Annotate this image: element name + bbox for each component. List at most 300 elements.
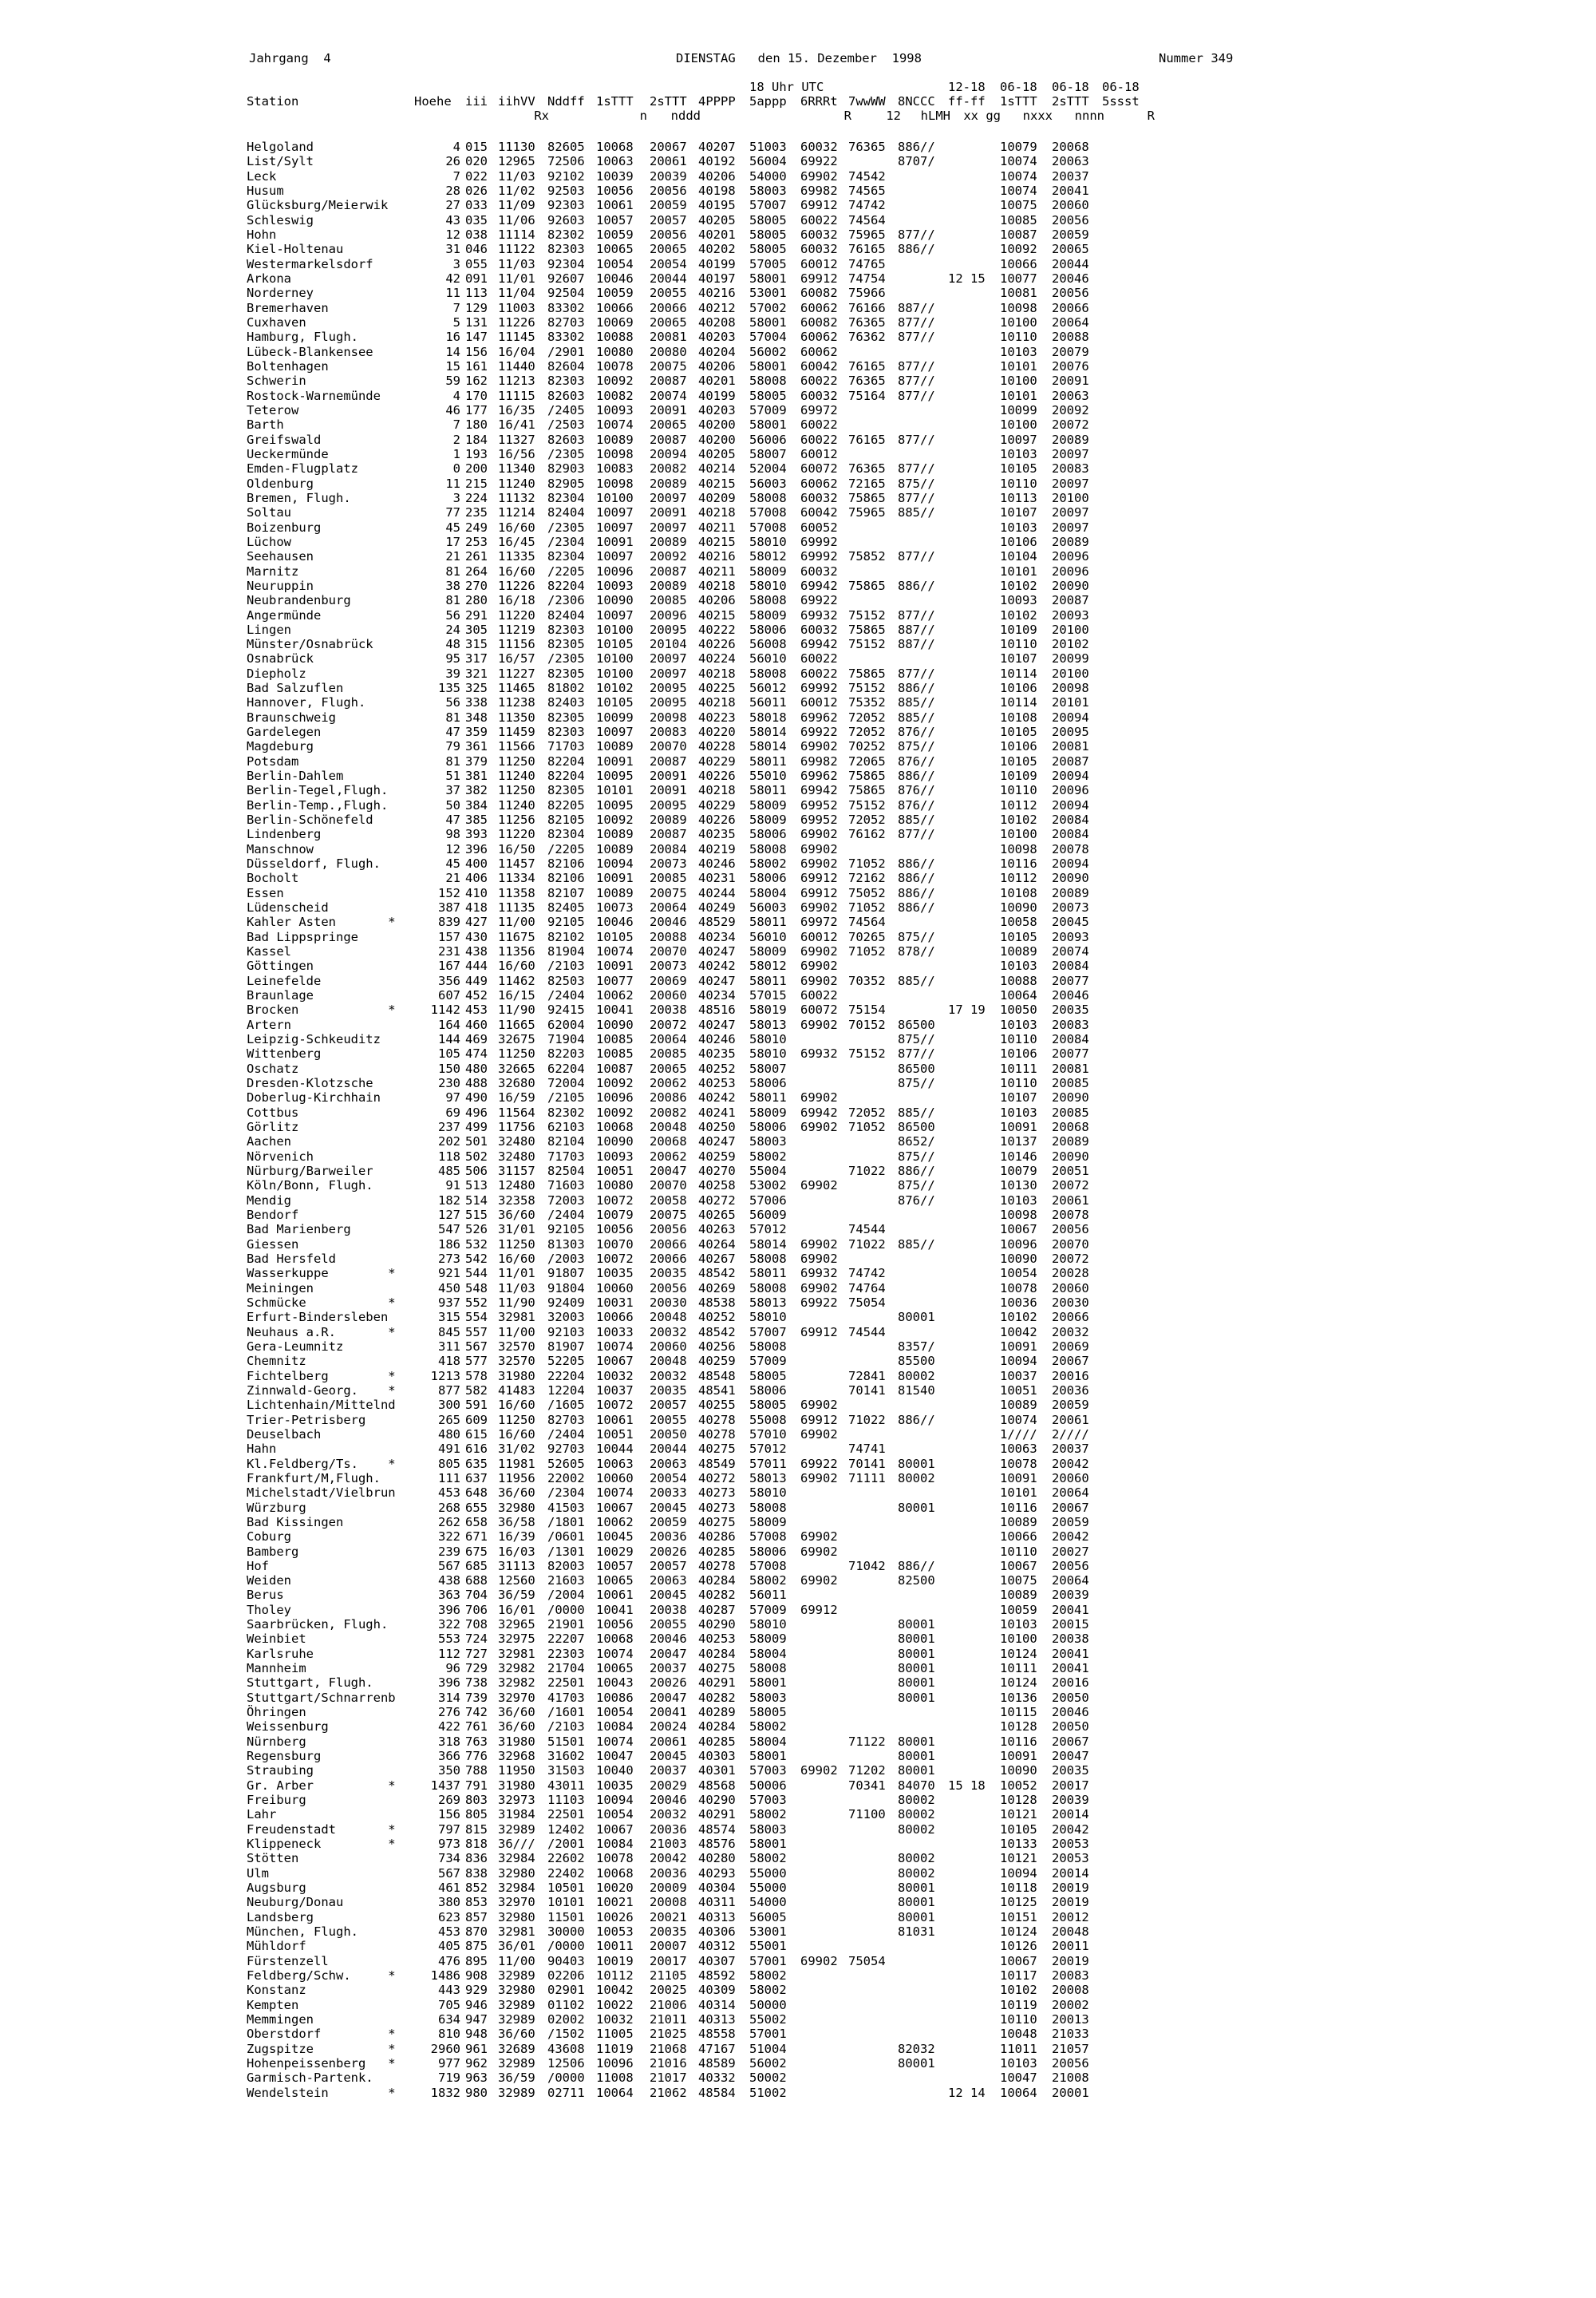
table-cell: 10056 — [596, 183, 634, 198]
table-cell: 71052 — [848, 944, 886, 959]
table-cell: 16/45 — [498, 534, 535, 549]
table-cell: 10100 — [596, 666, 634, 681]
table-cell: 11256 — [498, 813, 535, 828]
table-cell: 91807 — [547, 1266, 585, 1281]
table-cell: 10110 — [1000, 476, 1037, 491]
column-header-r6-line1 — [800, 80, 851, 94]
table-cell: 20097 — [650, 651, 687, 666]
table-cell: 452 — [465, 988, 488, 1003]
table-cell: 58003 — [749, 183, 787, 198]
table-cell: 20030 — [1052, 1295, 1089, 1310]
table-cell: 10078 — [1000, 1280, 1037, 1295]
table-cell: 62004 — [547, 1017, 585, 1032]
table-cell — [848, 1529, 893, 1544]
table-cell: 32480 — [498, 1149, 535, 1164]
table-cell: 886// — [898, 1412, 935, 1427]
table-cell — [948, 242, 993, 256]
table-cell: 20026 — [650, 1675, 687, 1691]
table-cell: 31157 — [498, 1163, 535, 1178]
table-cell: 11115 — [498, 388, 535, 403]
table-cell: 738 — [465, 1675, 488, 1691]
table-cell: 10035 — [596, 1266, 634, 1281]
table-cell: 20087 — [650, 827, 687, 842]
table-cell: 16/60 — [498, 1426, 535, 1442]
station-name: Öhringen — [247, 1705, 306, 1720]
table-cell: 305 — [465, 622, 488, 637]
table-cell: 22002 — [547, 1470, 585, 1485]
station-name: Emden-Flugplatz — [247, 461, 358, 477]
table-cell — [1102, 227, 1147, 242]
column-header-ff — [948, 80, 1001, 123]
table-cell: 10101 — [1000, 564, 1037, 579]
table-cell: 69912 — [800, 271, 838, 286]
table-cell: 20096 — [650, 607, 687, 623]
table-cell: 82106 — [547, 871, 585, 886]
table-cell: 58002 — [749, 856, 787, 872]
table-cell: 10061 — [596, 1588, 634, 1603]
station-name: Lichtenhain/Mittelnd — [247, 1398, 396, 1413]
station-name: Berlin-Temp.,Flugh. — [247, 797, 389, 813]
table-cell: 48541 — [698, 1382, 736, 1398]
table-cell: 10100 — [1000, 827, 1037, 842]
table-cell: 32982 — [498, 1661, 535, 1676]
table-cell: 10037 — [596, 1382, 634, 1398]
table-cell: 280 — [465, 593, 488, 608]
table-cell: 20095 — [650, 681, 687, 696]
table-cell: 40199 — [698, 388, 736, 403]
column-header-p5-line2: 5appp — [749, 94, 787, 109]
table-cell — [948, 169, 993, 184]
table-cell: 36/60 — [498, 1485, 535, 1501]
table-cell — [848, 1588, 893, 1602]
table-cell — [1102, 1032, 1147, 1046]
station-name: Bad Lippspringe — [247, 929, 358, 944]
table-cell: 10089 — [1000, 1588, 1037, 1603]
station-name: Marnitz — [247, 564, 299, 579]
table-cell: 11114 — [498, 227, 535, 242]
column-header-r6-line2: 6RRRt — [800, 94, 838, 109]
table-cell: 82003 — [547, 1558, 585, 1573]
table-cell — [1102, 1603, 1147, 1617]
table-cell: 52605 — [547, 1456, 585, 1471]
table-cell — [848, 1719, 893, 1734]
table-cell — [1102, 1178, 1147, 1193]
table-cell — [800, 1515, 843, 1529]
table-cell: 20094 — [1052, 710, 1089, 725]
table-cell — [1102, 1501, 1147, 1515]
table-cell: 20096 — [1052, 783, 1089, 798]
table-cell: 43 — [445, 212, 460, 227]
table-cell: 10089 — [1000, 1514, 1037, 1529]
table-cell: 20073 — [650, 959, 687, 974]
table-cell: 055 — [465, 256, 488, 271]
table-cell — [848, 1076, 893, 1090]
table-cell: 69902 — [800, 900, 838, 916]
table-cell: /2103 — [547, 1719, 585, 1734]
table-cell: 20055 — [650, 1412, 687, 1427]
table-cell: 57009 — [749, 402, 787, 417]
table-cell: 886// — [898, 140, 935, 154]
table-cell: 10104 — [1000, 549, 1037, 564]
table-cell: 977 — [438, 2055, 460, 2071]
table-cell: 962 — [465, 2055, 488, 2071]
table-cell — [948, 988, 993, 1003]
table-cell — [948, 505, 993, 520]
table-cell: 10096 — [596, 1090, 634, 1105]
table-cell: 553 — [438, 1632, 460, 1647]
table-cell: 11350 — [498, 710, 535, 725]
table-cell: 11220 — [498, 607, 535, 623]
table-cell: 55010 — [749, 769, 787, 784]
table-cell: 71022 — [848, 1412, 886, 1427]
table-cell: 886// — [898, 871, 935, 886]
table-cell: 20066 — [650, 300, 687, 315]
table-cell: 69922 — [800, 593, 838, 608]
table-cell: 10073 — [596, 900, 634, 916]
table-cell: 10103 — [1000, 1105, 1037, 1120]
table-cell: 57003 — [749, 1793, 787, 1808]
table-cell: 20059 — [650, 198, 687, 213]
table-cell: 582 — [465, 1382, 488, 1398]
table-cell: 40192 — [698, 154, 736, 169]
table-cell: 81907 — [547, 1339, 585, 1354]
table-cell — [848, 1501, 893, 1515]
station-name: Kiel-Holtenau — [247, 242, 344, 257]
table-cell: 877// — [898, 227, 935, 242]
table-cell: 20014 — [1052, 1807, 1089, 1822]
table-cell: 82503 — [547, 973, 585, 988]
table-cell: 366 — [438, 1749, 460, 1764]
table-cell — [848, 1749, 893, 1763]
table-cell — [898, 1998, 942, 2012]
table-cell: 60042 — [800, 505, 838, 520]
table-cell: 45 — [445, 856, 460, 872]
station-name: Berlin-Dahlem — [247, 769, 344, 784]
table-cell: 40287 — [698, 1602, 736, 1617]
table-cell: 40253 — [698, 1076, 736, 1090]
table-cell — [948, 1734, 993, 1749]
table-cell: 235 — [465, 505, 488, 520]
table-cell: 57005 — [749, 256, 787, 271]
table-cell: 57009 — [749, 1354, 787, 1369]
table-cell: 381 — [465, 769, 488, 784]
table-cell: 40269 — [698, 1280, 736, 1295]
table-cell — [1102, 1208, 1147, 1222]
table-cell: 552 — [465, 1295, 488, 1310]
table-cell: 10100 — [1000, 1632, 1037, 1647]
table-cell — [1102, 1295, 1147, 1310]
table-cell: 58004 — [749, 1646, 787, 1661]
table-cell: 10125 — [1000, 1895, 1037, 1910]
table-cell: 71052 — [848, 900, 886, 916]
station-name: Zinnwald-Georg. * — [247, 1382, 396, 1398]
table-cell: 69902 — [800, 168, 838, 184]
table-cell: 57002 — [749, 300, 787, 315]
table-cell: 20062 — [650, 1076, 687, 1090]
table-cell: 410 — [465, 885, 488, 900]
table-cell — [948, 1763, 993, 1778]
station-name: Feldberg/Schw. * — [247, 1968, 396, 1984]
table-cell — [800, 1134, 843, 1149]
table-cell: 609 — [465, 1412, 488, 1427]
table-cell — [1102, 242, 1147, 256]
table-cell: 82106 — [547, 856, 585, 872]
table-cell — [1102, 1398, 1147, 1412]
station-name: List/Sylt — [247, 154, 314, 169]
table-cell: 20074 — [650, 388, 687, 403]
station-name: Hannover, Flugh. — [247, 695, 366, 710]
table-cell: 1486 — [430, 1968, 460, 1984]
table-cell — [948, 623, 993, 637]
table-cell — [1102, 842, 1147, 856]
table-cell: 491 — [438, 1442, 460, 1457]
table-cell: 57008 — [749, 505, 787, 520]
table-cell: /0000 — [547, 1939, 585, 1954]
table-cell — [1102, 2012, 1147, 2027]
table-cell — [898, 1003, 942, 1017]
table-cell: 131 — [465, 314, 488, 330]
table-cell: /2405 — [547, 402, 585, 417]
table-cell: 60032 — [800, 140, 838, 154]
table-cell: 810 — [438, 2027, 460, 2042]
table-cell: 58010 — [749, 534, 787, 549]
table-cell — [948, 1442, 993, 1456]
table-cell: 10088 — [1000, 973, 1037, 988]
table-cell: 10090 — [596, 593, 634, 608]
table-cell: 11/01 — [498, 271, 535, 286]
table-cell: 815 — [465, 1821, 488, 1837]
table-cell: 11465 — [498, 681, 535, 696]
station-name: Weissenburg — [247, 1719, 329, 1734]
table-cell: 20090 — [1052, 871, 1089, 886]
table-cell: 75352 — [848, 695, 886, 710]
table-cell: 675 — [465, 1544, 488, 1559]
table-cell — [948, 433, 993, 447]
table-cell: 62204 — [547, 1061, 585, 1076]
station-name: Norderney — [247, 286, 314, 301]
table-cell — [948, 1822, 993, 1837]
table-cell: 74742 — [848, 1266, 886, 1281]
station-name: Braunlage — [247, 988, 314, 1003]
table-cell: 69912 — [800, 1412, 838, 1427]
table-cell: /1601 — [547, 1705, 585, 1720]
table-cell: 20094 — [650, 446, 687, 461]
table-cell: 56012 — [749, 681, 787, 696]
station-name: Hamburg, Flugh. — [247, 330, 358, 345]
table-cell: 877// — [898, 607, 935, 623]
table-cell: 875// — [898, 1178, 935, 1193]
table-cell — [800, 1866, 843, 1881]
table-cell — [948, 1691, 993, 1705]
table-cell: 58013 — [749, 1295, 787, 1310]
table-cell: 20067 — [1052, 1500, 1089, 1515]
table-cell: 170 — [465, 388, 488, 403]
table-cell — [948, 651, 993, 666]
table-cell: 20053 — [1052, 1851, 1089, 1866]
table-cell — [948, 1105, 993, 1120]
table-cell: 20082 — [650, 1105, 687, 1120]
table-cell — [1102, 1837, 1147, 1851]
column-header-hoehe-line1 — [414, 80, 468, 94]
table-cell: 852 — [465, 1881, 488, 1896]
table-cell: 98 — [445, 827, 460, 842]
table-cell: 82703 — [547, 1412, 585, 1427]
table-cell: 886// — [898, 578, 935, 593]
table-cell — [948, 1457, 993, 1471]
table-cell — [800, 1559, 843, 1573]
table-cell: 92415 — [547, 1003, 585, 1018]
table-cell: 20039 — [1052, 1588, 1089, 1603]
table-cell: 51003 — [749, 140, 787, 154]
table-cell: 21 — [445, 871, 460, 886]
table-cell: 92703 — [547, 1442, 585, 1457]
table-cell — [948, 184, 993, 198]
table-cell — [1102, 433, 1147, 447]
table-cell — [848, 1545, 893, 1559]
table-cell: 55001 — [749, 1939, 787, 1954]
table-cell — [800, 1793, 843, 1807]
table-cell: 10098 — [1000, 841, 1037, 856]
station-name: Düsseldorf, Flugh. — [247, 856, 381, 872]
station-name: Berlin-Tegel,Flugh. — [247, 783, 389, 798]
table-cell: 265 — [438, 1412, 460, 1427]
table-cell: 60022 — [800, 212, 838, 227]
station-name: Zugspitze * — [247, 2041, 396, 2056]
table-cell — [1102, 213, 1147, 227]
station-name: Doberlug-Kirchhain — [247, 1090, 381, 1105]
table-cell — [948, 1471, 993, 1485]
table-cell — [948, 1090, 993, 1105]
table-cell: 268 — [438, 1500, 460, 1515]
table-cell: 10091 — [596, 753, 634, 769]
table-cell: 40275 — [698, 1442, 736, 1457]
table-cell: 135 — [438, 681, 460, 696]
table-cell — [948, 1501, 993, 1515]
station-name: Bremen, Flugh. — [247, 490, 351, 505]
table-cell — [948, 959, 993, 973]
table-cell: 20025 — [650, 1983, 687, 1998]
table-cell: 40285 — [698, 1544, 736, 1559]
table-cell: 40200 — [698, 432, 736, 447]
table-cell: 40215 — [698, 534, 736, 549]
table-cell: 20077 — [1052, 1046, 1089, 1062]
table-cell: 60012 — [800, 695, 838, 710]
table-cell: 885// — [898, 505, 935, 520]
station-name: Leck — [247, 168, 277, 184]
station-name: Braunschweig — [247, 710, 336, 725]
table-cell: 567 — [438, 1865, 460, 1881]
table-cell — [848, 1661, 893, 1675]
table-cell: 10097 — [596, 725, 634, 740]
table-cell: 10128 — [1000, 1793, 1037, 1808]
table-cell — [848, 1881, 893, 1895]
table-cell — [1102, 1090, 1147, 1105]
table-cell: 11459 — [498, 725, 535, 740]
table-cell: 58010 — [749, 1617, 787, 1632]
table-cell — [848, 1485, 893, 1500]
table-cell: 10080 — [596, 344, 634, 359]
table-cell: 58009 — [749, 1105, 787, 1120]
table-cell: 10089 — [1000, 1398, 1037, 1413]
table-cell — [898, 535, 942, 549]
table-cell: 58009 — [749, 1514, 787, 1529]
table-cell: 32975 — [498, 1632, 535, 1647]
table-cell: 20007 — [650, 1939, 687, 1954]
table-cell: 39 — [445, 666, 460, 681]
column-header-ff-line2: ff-ff — [948, 94, 986, 109]
table-cell: 57006 — [749, 1193, 787, 1208]
table-cell: 48589 — [698, 2055, 736, 2071]
table-cell: 20090 — [1052, 1149, 1089, 1164]
table-cell: 40207 — [698, 140, 736, 154]
table-cell: 58009 — [749, 564, 787, 579]
table-cell — [800, 1822, 843, 1837]
table-cell: 20092 — [1052, 402, 1089, 417]
table-cell: 40209 — [698, 490, 736, 505]
table-cell: 314 — [438, 1690, 460, 1705]
column-header-s5-line2: 5ssst — [1102, 94, 1140, 109]
table-cell: 69982 — [800, 183, 838, 198]
table-cell: 685 — [465, 1558, 488, 1573]
table-cell: 10054 — [596, 1807, 634, 1822]
table-cell: 162 — [465, 374, 488, 389]
table-cell: 56010 — [749, 929, 787, 944]
column-iii — [465, 140, 492, 2100]
table-cell: 58005 — [749, 388, 787, 403]
table-cell: 32989 — [498, 2012, 535, 2027]
table-cell: 20057 — [650, 1398, 687, 1413]
column-header-w7-line1 — [848, 80, 901, 94]
table-cell: 885// — [898, 710, 935, 725]
table-cell: 10105 — [1000, 753, 1037, 769]
table-cell: 11220 — [498, 827, 535, 842]
table-cell: 40314 — [698, 1997, 736, 2012]
table-cell: 72052 — [848, 710, 886, 725]
table-cell: 10072 — [596, 1251, 634, 1266]
table-cell: 10066 — [596, 300, 634, 315]
table-cell: 20030 — [650, 1295, 687, 1310]
table-cell: 022 — [465, 168, 488, 184]
table-cell: 22303 — [547, 1646, 585, 1661]
table-cell: 20088 — [1052, 330, 1089, 345]
table-cell: 11564 — [498, 1105, 535, 1120]
table-cell: 10046 — [596, 915, 634, 930]
table-cell — [948, 798, 993, 813]
table-cell: 253 — [465, 534, 488, 549]
table-cell: 20072 — [1052, 1178, 1089, 1193]
station-name: Fichtelberg * — [247, 1368, 396, 1383]
column-header-t1618-line3: nxxx — [1022, 109, 1053, 123]
table-cell: 4 — [452, 388, 460, 403]
station-name: Bocholt — [247, 871, 299, 886]
table-cell: 20101 — [1052, 695, 1089, 710]
table-cell — [1102, 608, 1147, 623]
table-cell — [800, 1719, 843, 1734]
station-name: Lüchow — [247, 534, 291, 549]
table-cell: 20072 — [1052, 417, 1089, 433]
table-cell: 82305 — [547, 710, 585, 725]
table-cell — [898, 842, 942, 856]
table-cell: 10091 — [596, 534, 634, 549]
station-name: Bad Hersfeld — [247, 1251, 336, 1266]
table-cell: 40286 — [698, 1529, 736, 1545]
table-cell: 92102 — [547, 168, 585, 184]
table-cell: /2901 — [547, 344, 585, 359]
table-cell: 16/60 — [498, 1398, 535, 1413]
table-cell: 20056 — [1052, 2055, 1089, 2071]
table-cell — [1102, 593, 1147, 607]
table-cell: 20039 — [650, 168, 687, 184]
